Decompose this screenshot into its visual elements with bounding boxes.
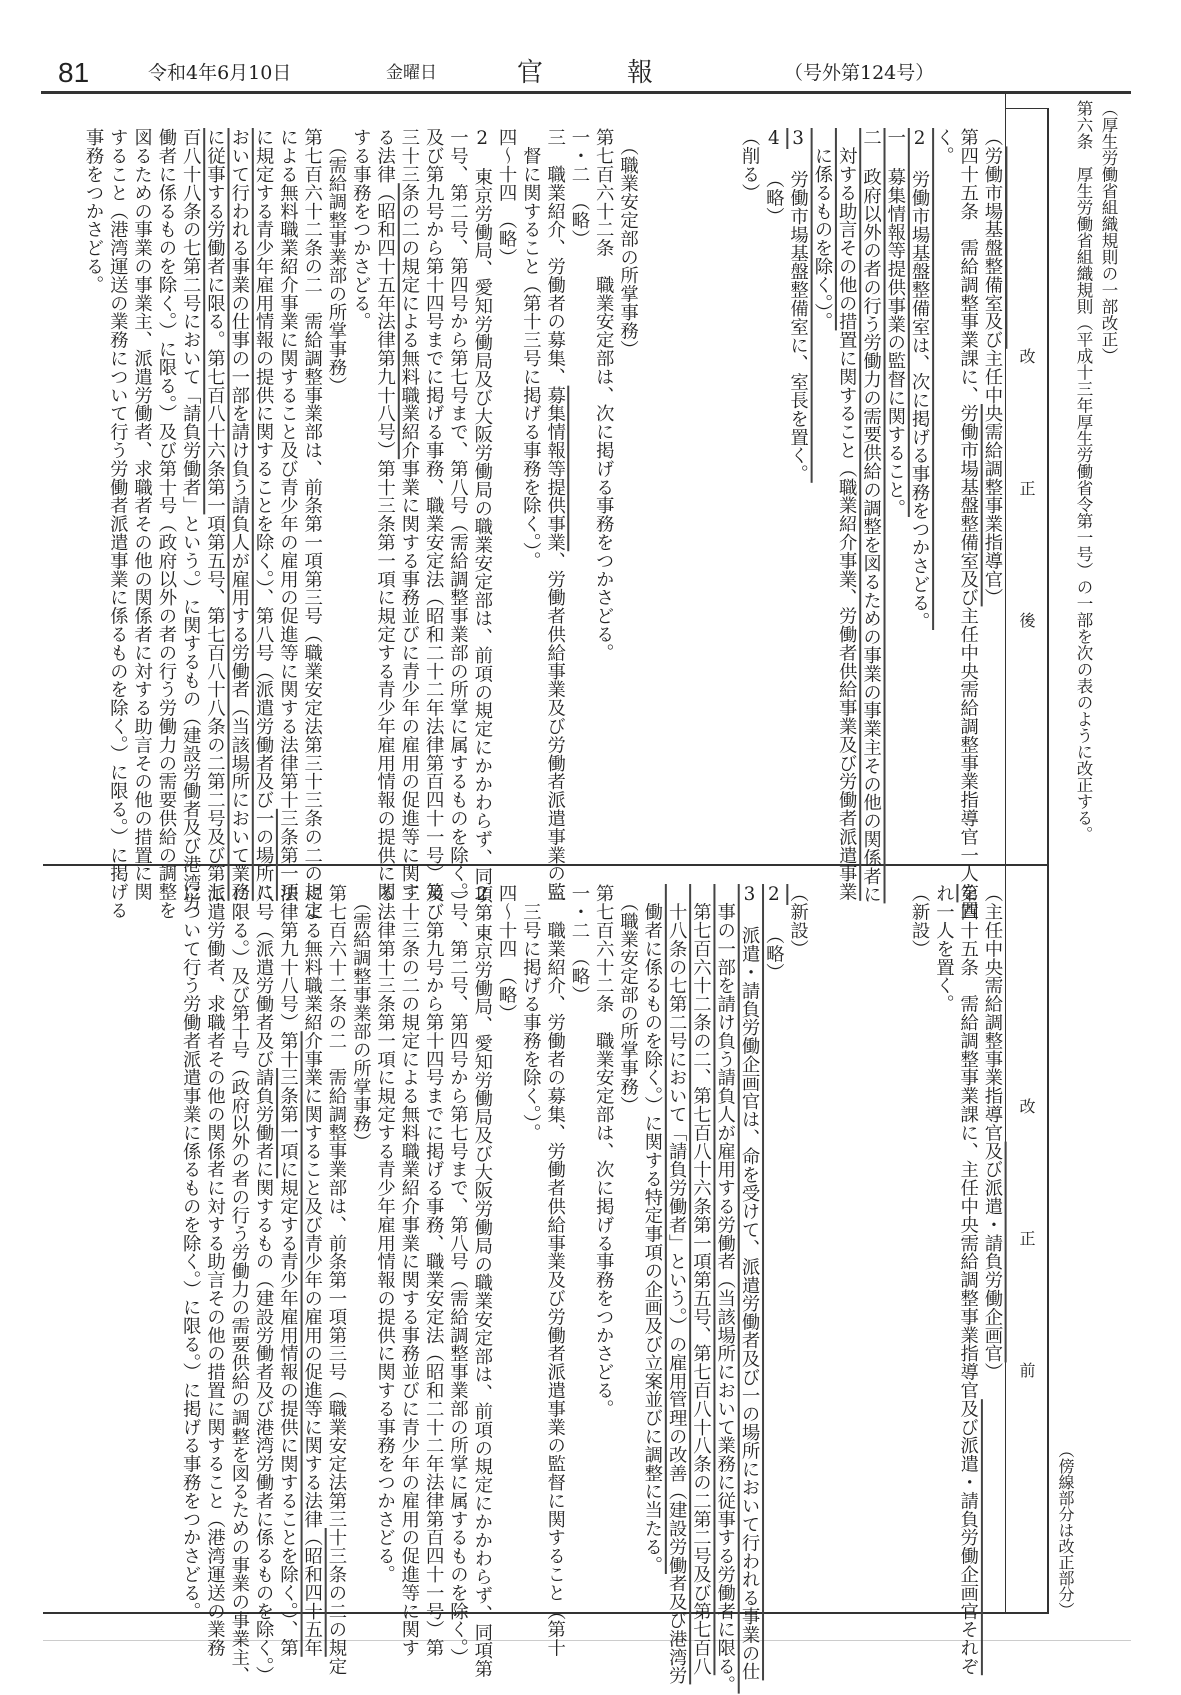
text-segment: 三十三条の二の規定による無料職業紹介事業に関する事務並びに青少年の雇用の促進等に関す — [398, 128, 420, 901]
text-segment: 督に関すること（第十三号に掲げる事務を除く。）。 — [520, 128, 542, 570]
text-segment: 三 職業紹介、労働者の募集、 — [544, 128, 566, 386]
text-segment: （新設） — [909, 884, 931, 958]
gazette-title-2: 報 — [627, 58, 654, 88]
amended-segment: 百八十八条の七第二号において「請負労働者」 — [180, 128, 202, 515]
text-line — [105, 128, 129, 920]
text-segment: ） — [982, 1362, 1003, 1381]
text-segment: 第七百六十二条の二 需給調整事業部は、前条第一項第三号（職業安定法第三十三条の二の規定 — [325, 884, 347, 1676]
text-line — [275, 884, 299, 1657]
text-line — [178, 128, 202, 911]
text-segment: （ — [982, 128, 1003, 147]
text-line — [883, 128, 907, 858]
blank-line — [664, 128, 688, 858]
text-line — [931, 884, 955, 1604]
text-line — [761, 884, 785, 1604]
text-line — [615, 884, 639, 1604]
text-segment: 四～十四 （略） — [496, 884, 518, 1022]
amended-segment: に従事する労働者に限る。第七百八十六条第一項第五号、第七百八十八条の二第二号及び第七 — [204, 128, 226, 901]
text-segment: 三十三条の二の規定による無料職業紹介事業に関する事務並びに青少年の雇用の促進等に関す — [398, 884, 420, 1657]
text-line — [591, 128, 615, 858]
amended-segment: 3 派遣・請負労働企画官は、命を受けて、派遣労働者及び一の場所において行われる事業の仕 — [739, 884, 761, 1681]
text-line — [761, 128, 785, 858]
text-segment: すること（港湾運送の業務について行う労働者派遣事業に係るものを除く。）に限る。）に掲げる — [107, 128, 129, 920]
amended-segment: 一 募集情報等提供事業の監督に関すること。 — [884, 128, 906, 517]
text-line — [737, 884, 761, 1681]
text-line — [785, 884, 809, 1604]
text-line — [202, 884, 226, 1657]
text-line — [955, 128, 979, 920]
text-line — [980, 128, 1004, 858]
text-line — [178, 884, 202, 1620]
text-line — [445, 884, 469, 1666]
text-line — [421, 884, 445, 1657]
text-line — [567, 884, 591, 1604]
text-segment: による無料職業紹介事業に関すること及び青少年の雇用の促進等に関する法律 — [301, 884, 323, 1528]
amended-segment: おいて行われる事業の仕事の一部を請け負う請負人が雇用する労働者（当該場所において業務 — [228, 128, 250, 901]
amended-segment: 3 労働市場基盤整備室に、室長を置く。 — [787, 128, 809, 483]
amended-segment: 2 — [763, 884, 785, 905]
amended-segment: 働者に係るものを除く。）に関する特定事項の企画及び立案並びに調整に当たる。 — [641, 884, 663, 1574]
text-line — [469, 128, 493, 922]
text-segment: 一号、第二号、第四号から第七号まで、第八号（需給調整事業部の所掌に属するものを除く。） — [447, 884, 469, 1666]
amended-segment: 募集情報等提供事業 — [544, 385, 566, 552]
text-segment: 四～十四 （略） — [496, 128, 518, 266]
amended-segment: 請負労働者に — [253, 1068, 275, 1179]
text-segment: 一・二 （略） — [568, 884, 590, 1004]
amended-segment: 一の場所に — [253, 808, 275, 901]
issue-date: 令和4年6月10日 — [148, 62, 292, 84]
text-line — [980, 884, 1004, 1604]
text-line — [372, 884, 396, 1604]
text-line — [542, 128, 566, 901]
text-line — [324, 884, 348, 1676]
blank-line — [858, 884, 882, 1604]
text-segment: について行う労働者派遣事業に係るものを除く。）に限る。）に掲げる事務をつかさどる。 — [180, 884, 202, 1620]
text-line — [227, 128, 251, 901]
text-segment: 三 職業紹介、労働者の募集、労働者供給事業及び労働者派遣事業の監督に関すること（第十 — [544, 884, 566, 1657]
column-header-before: 改正前 — [1017, 1098, 1036, 1494]
blank-line — [640, 128, 664, 858]
text-line — [251, 128, 275, 901]
text-segment: 派遣労働者、求職者その他の関係者に対する助言その他の措置に関すること（港湾運送の業務 — [204, 884, 226, 1657]
text-line — [494, 884, 518, 1604]
blank-line — [883, 884, 907, 1604]
issue-number: （号外第124号） — [784, 62, 935, 84]
text-segment: 八号（派遣労働者及び — [253, 884, 275, 1068]
text-segment: 三号に掲げる事務を除く。）。 — [520, 884, 542, 1142]
text-line — [858, 128, 882, 904]
amended-segment: （昭和四十五年 — [301, 1528, 323, 1657]
text-segment: 主任中央需給調整事業指導官一人を置 — [957, 606, 979, 920]
amended-segment: に係るものを除く。）。 — [811, 128, 833, 331]
text-line — [299, 128, 323, 920]
text-segment: る法律 — [374, 128, 396, 184]
text-segment: （新設） — [787, 884, 809, 958]
text-segment: に限る。）及び第十号（政府以外の者の行う労働力の需要供給の調整を図るための事業の事業主、 — [228, 884, 250, 1685]
text-segment: 主任中央需給調整事業指導官） — [982, 348, 1003, 607]
blank-line — [712, 128, 736, 858]
table-header-left-border — [1005, 94, 1006, 1614]
amended-segment: 労働市場基盤整備室及び — [982, 146, 1003, 349]
text-segment: （主任中央需給調整事業指導官 — [982, 884, 1003, 1142]
text-line — [251, 884, 275, 1685]
text-line — [421, 128, 445, 901]
text-line — [324, 128, 348, 858]
article-caption: （厚生労働省組織規則の一部改正） — [1099, 100, 1118, 364]
text-line — [615, 128, 639, 858]
text-line — [397, 128, 421, 901]
text-segment: （略） — [763, 149, 785, 226]
text-line — [567, 128, 591, 858]
weekday: 金曜日 — [386, 63, 437, 83]
text-segment: 一号、第二号、第四号から第七号まで、第八号（需給調整事業部の所掌に属するものを除く。） — [447, 128, 469, 910]
text-line — [907, 128, 931, 858]
table-right-border — [1047, 108, 1049, 1614]
text-segment: （削る） — [739, 128, 761, 202]
text-line — [494, 128, 518, 858]
text-segment: による無料職業紹介事業に関すること及び青少年の雇用の促進等に関する法律第十三条第一項 — [277, 128, 299, 901]
text-line — [202, 128, 226, 901]
text-line — [542, 884, 566, 1657]
text-segment: 2 東京労働局、愛知労働局及び大阪労働局の職業安定部は、前項の規定にかかわらず、同項第 — [471, 884, 493, 1678]
text-line — [129, 128, 153, 901]
text-segment: 第四十五条 需給調整事業課に、主任中央需給調整事業指導官 — [957, 884, 979, 1400]
amended-segment: 4 — [763, 128, 785, 149]
text-segment: 第七百六十二条の二 需給調整事業部は、前条第一項第三号（職業安定法第三十三条の二の規定 — [301, 128, 323, 920]
original-text-section — [178, 884, 1004, 1694]
amended-segment: 及び派遣・請負労働企画官 — [982, 1141, 1003, 1363]
text-line — [664, 884, 688, 1685]
text-segment: 法律第九十八号） — [277, 884, 299, 1032]
text-segment: という。）に関するもの（建設労働者及び港湾労 — [180, 514, 202, 911]
text-segment: 一人を置く。 — [933, 902, 955, 1013]
table-header-top — [1005, 108, 1048, 109]
text-line — [810, 128, 834, 858]
amended-segment: 二 政府以外の者の行う労働力の需要供給の調整を図るための事業の事業主その他の関係者に — [860, 128, 882, 904]
text-segment: （職業安定部の所掌事務） — [617, 128, 639, 358]
text-segment: る法律第十三条第一項に規定する青少年雇用情報の提供に関する事務をつかさどる。 — [374, 884, 396, 1584]
amended-segment: 及び派遣・請負労働企画官それぞ — [957, 1399, 979, 1676]
text-segment: 第十三条第一項に規定する青少年雇用情報の提供に関 — [374, 459, 396, 901]
text-segment: （需給調整事業部の所掌事務） — [350, 884, 372, 1151]
amended-segment: 事の一部を請け負う請負人が雇用する労働者（当該場所において業務に従事する労働者に限る。 — [714, 884, 736, 1694]
column-header-after: 改正後 — [1017, 348, 1036, 744]
text-line — [688, 884, 712, 1676]
text-line — [372, 128, 396, 901]
text-segment: く。 — [933, 128, 955, 165]
text-segment: 2 東京労働局、愛知労働局及び大阪労働局の職業安定部は、前項の規定にかかわらず、同項第 — [471, 128, 493, 922]
text-line — [955, 884, 979, 1676]
text-segment: 事務をつかさどる。 — [83, 128, 105, 294]
text-line — [640, 884, 664, 1604]
amended-segment: 第十三条第一項に規定する青少年雇用情報の提供に関することを除く。）、第 — [277, 1031, 299, 1657]
text-line — [931, 128, 955, 858]
text-line — [275, 128, 299, 901]
text-line — [785, 128, 809, 858]
amended-segment: れ — [933, 884, 955, 903]
text-segment: 関するもの（建設労働者及び港湾労働者に係るものを除く。） — [253, 1178, 275, 1685]
text-segment: 第七百六十二条 職業安定部は、次に掲げる事務をつかさどる。 — [593, 884, 615, 1418]
text-line — [907, 884, 931, 1604]
blank-line — [834, 884, 858, 1604]
text-line — [81, 128, 105, 858]
blank-line — [810, 884, 834, 1604]
amended-segment: 2 労働市場基盤整備室は、次に掲げる事務をつかさどる。 — [909, 128, 931, 630]
text-segment: （略） — [763, 905, 785, 982]
page-number: 81 — [58, 57, 90, 88]
article-text: 第六条 厚生労働省組織規則（平成十三年厚生労働省令第一号）の一部を次の表のように改正する。 — [1074, 100, 1093, 843]
text-segment: 、労働者供給事業及び労働者派遣事業の監 — [544, 551, 566, 901]
text-segment: 働者に係るものを除く。）に限る。）及び第十号（政府以外の者の行う労働力の需要供給の調整を — [155, 128, 177, 920]
text-segment: に規定する青少年雇用情報の提供に関することを除く。）、第八号（派遣労働者及び — [253, 128, 275, 809]
text-line — [518, 128, 542, 858]
text-segment: 第四十五条 需給調整事業課に、 — [957, 128, 979, 404]
text-segment: （職業安定部の所掌事務） — [617, 884, 639, 1114]
text-line — [299, 884, 323, 1657]
amended-segment: 十八条の七第二号において「請負労働者」という。）の雇用管理の改善（建設労働者及び港湾労 — [666, 884, 688, 1685]
text-segment: する事務をつかさどる。 — [350, 128, 372, 331]
text-segment: 及び第九号から第十四号までに掲げる事務、職業安定法（昭和二十二年法律第百四十一号）第 — [423, 128, 445, 901]
text-line — [227, 884, 251, 1685]
amended-segment: 対する助言その他の措置に関すること（職業紹介事業、労働者供給事業及び労働者派遣事業 — [836, 128, 858, 901]
text-line — [397, 884, 421, 1657]
amended-segment: （昭和四十五年法律第九十八号） — [374, 183, 396, 460]
text-segment: 第七百六十二条 職業安定部は、次に掲げる事務をつかさどる。 — [593, 128, 615, 662]
gazette-title-1: 官 — [517, 58, 544, 88]
text-line — [469, 884, 493, 1678]
text-line — [348, 128, 372, 858]
text-segment: 一・二 （略） — [568, 128, 590, 248]
amended-segment: 第七百六十二条の二、第七百八十六条第一項第五号、第七百八十八条の二第二号及び第七百八 — [690, 884, 712, 1676]
text-segment: （需給調整事業部の所掌事務） — [325, 128, 347, 395]
text-line — [154, 128, 178, 920]
text-segment: 及び第九号から第十四号までに掲げる事務、職業安定法（昭和二十二年法律第百四十一号）第 — [423, 884, 445, 1657]
amended-segment: 労働市場基盤整備室及び — [957, 404, 979, 607]
blank-line — [688, 128, 712, 858]
text-line — [348, 884, 372, 1604]
text-line — [712, 884, 736, 1694]
text-line — [737, 128, 761, 858]
text-line — [591, 884, 615, 1604]
footnote: （傍線部分は改正部分） — [1056, 1442, 1075, 1618]
text-segment: 図るための事業の事業主、派遣労働者、求職者その他の関係者に対する助言その他の措置に関 — [131, 128, 153, 901]
text-line — [445, 128, 469, 910]
header-rule — [41, 91, 1131, 94]
text-line — [518, 884, 542, 1604]
text-line — [834, 128, 858, 901]
